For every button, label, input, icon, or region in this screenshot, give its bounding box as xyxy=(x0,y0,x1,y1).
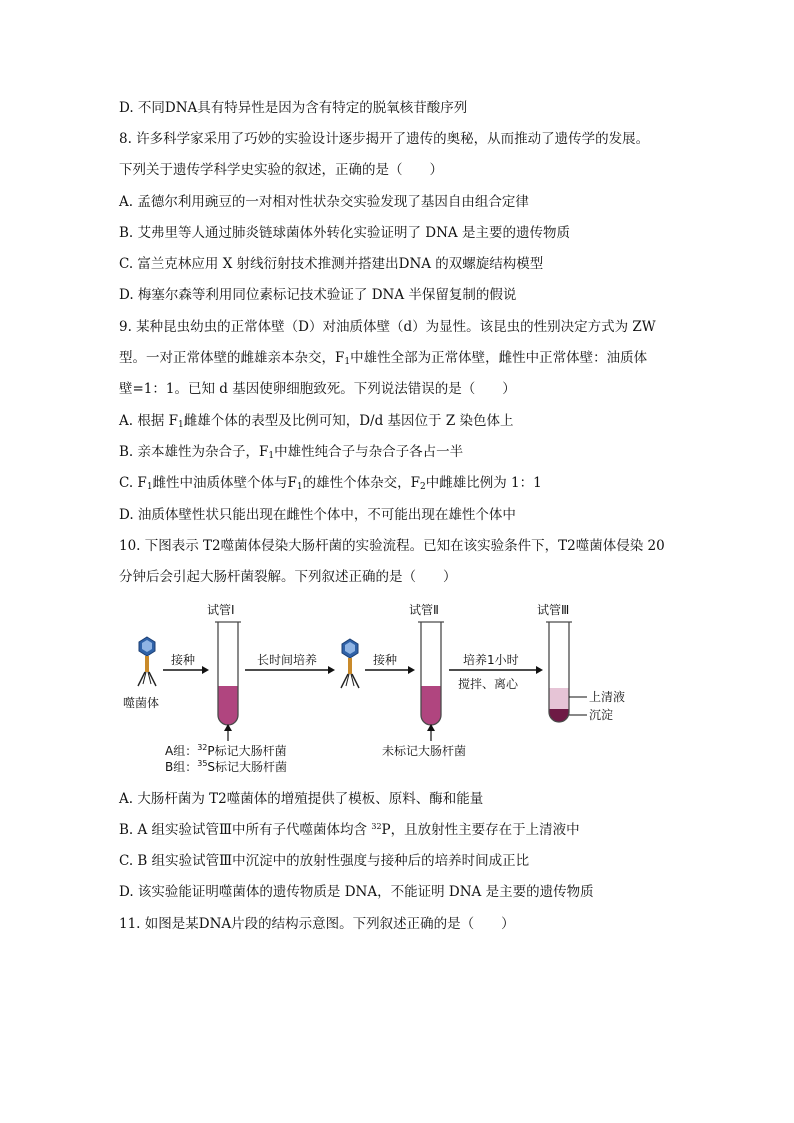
phage-label: 噬菌体 xyxy=(123,696,160,710)
q9-stem-line2: 型。一对正常体壁的雌雄亲本杂交，$F_1$中雄性全部为正常体壁，雌性中正常体壁：油质体 xyxy=(119,350,648,367)
supernatant-label: 上清液 xyxy=(589,690,626,704)
q8-option-a: A. 孟德尔利用豌豆的一对相对性状杂交实验发现了基因自由组合定律 xyxy=(119,194,529,210)
unlabeled-ecoli-label: 未标记大肠杆菌 xyxy=(382,744,467,758)
long-culture-label: 长时间培养 xyxy=(257,653,318,667)
q9-option-d: D. 油质体壁性状只能出现在雌性个体中，不可能出现在雄性个体中 xyxy=(119,507,516,523)
sediment-label: 沉淀 xyxy=(589,708,614,722)
q8-option-c: C. 富兰克林应用 X 射线衍射技术推测并搭建出DNA 的双螺旋结构模型 xyxy=(119,256,544,272)
q10-stem-line1: 10. 下图表示 T2噬菌体侵染大肠杆菌的实验流程。已知在该实验条件下，T2噬菌体侵染 20 xyxy=(119,538,665,554)
q8-option-b: B. 艾弗里等人通过肺炎链球菌体外转化实验证明了 DNA 是主要的遗传物质 xyxy=(119,225,570,241)
stir-centrifuge-label: 搅拌、离心 xyxy=(458,677,519,691)
q8-stem-line1: 8. 许多科学家采用了巧妙的实验设计逐步揭开了遗传的奥秘，从而推动了遗传学的发展。 xyxy=(119,131,650,147)
culture-1h-label: 培养1小时 xyxy=(463,653,519,667)
q9-stem-line1: 9. 某种昆虫幼虫的正常体壁（D）对油质体壁（d）为显性。该昆虫的性别决定方式为 ZW xyxy=(119,319,656,335)
phage-icon xyxy=(341,639,359,688)
q10-stem-line2: 分钟后会引起大肠杆菌裂解。下列叙述正确的是（ ） xyxy=(119,569,457,585)
test-tube-3 xyxy=(546,622,587,722)
phage-icon xyxy=(138,637,156,686)
q9-stem-line3: 壁=1：1。已知 d 基因使卵细胞致死。下列说法错误的是（ ） xyxy=(119,381,516,397)
q8-stem-line2: 下列关于遗传学科学史实验的叙述，正确的是（ ） xyxy=(119,162,443,178)
q10-option-a: A. 大肠杆菌为 T2噬菌体的增殖提供了模板、原料、酶和能量 xyxy=(119,791,484,807)
tube2-label: 试管Ⅱ xyxy=(409,603,439,617)
q10-option-b: B. A 组实验试管Ⅲ中所有子代噬菌体均含 $^{32}$P，且放射性主要存在于上清液中 xyxy=(119,822,580,838)
q8-option-d: D. 梅塞尔森等利用同位素标记技术验证了 DNA 半保留复制的假说 xyxy=(119,287,517,303)
tube3-label: 试管Ⅲ xyxy=(537,603,570,617)
test-tube-1 xyxy=(215,622,241,725)
q10-option-c: C. B 组实验试管Ⅲ中沉淀中的放射性强度与接种后的培养时间成正比 xyxy=(119,853,530,869)
test-tube-2 xyxy=(418,622,444,725)
inoculate-label-1: 接种 xyxy=(171,653,196,667)
q11-stem: 11. 如图是某DNA片段的结构示意图。下列叙述正确的是（ ） xyxy=(119,916,515,932)
phage-experiment-figure xyxy=(119,598,659,780)
q9-option-b: B. 亲本雄性为杂合子，$F_1$中雄性纯合子与杂合子各占一半 xyxy=(119,444,464,461)
inoculate-label-2: 接种 xyxy=(373,653,398,667)
group-a-label: A组：$^{32}$P标记大肠杆菌 xyxy=(165,743,287,758)
q9-option-a: A. 根据 $F_1$雌雄个体的表型及比例可知，D/d 基因位于 Z 染色体上 xyxy=(119,413,514,430)
q7-option-d: D. 不同DNA具有特异性是因为含有特定的脱氧核苷酸序列 xyxy=(119,100,468,116)
group-b-label: B组：$^{35}$S标记大肠杆菌 xyxy=(165,759,288,774)
q9-option-c: C. $F_1$雌性中油质体壁个体与$F_1$的雄性个体杂交，$F_2$中雌雄比例为 1：1 xyxy=(119,475,542,492)
tube1-label: 试管Ⅰ xyxy=(207,603,235,617)
q10-option-d: D. 该实验能证明噬菌体的遗传物质是 DNA，不能证明 DNA 是主要的遗传物质 xyxy=(119,884,594,900)
